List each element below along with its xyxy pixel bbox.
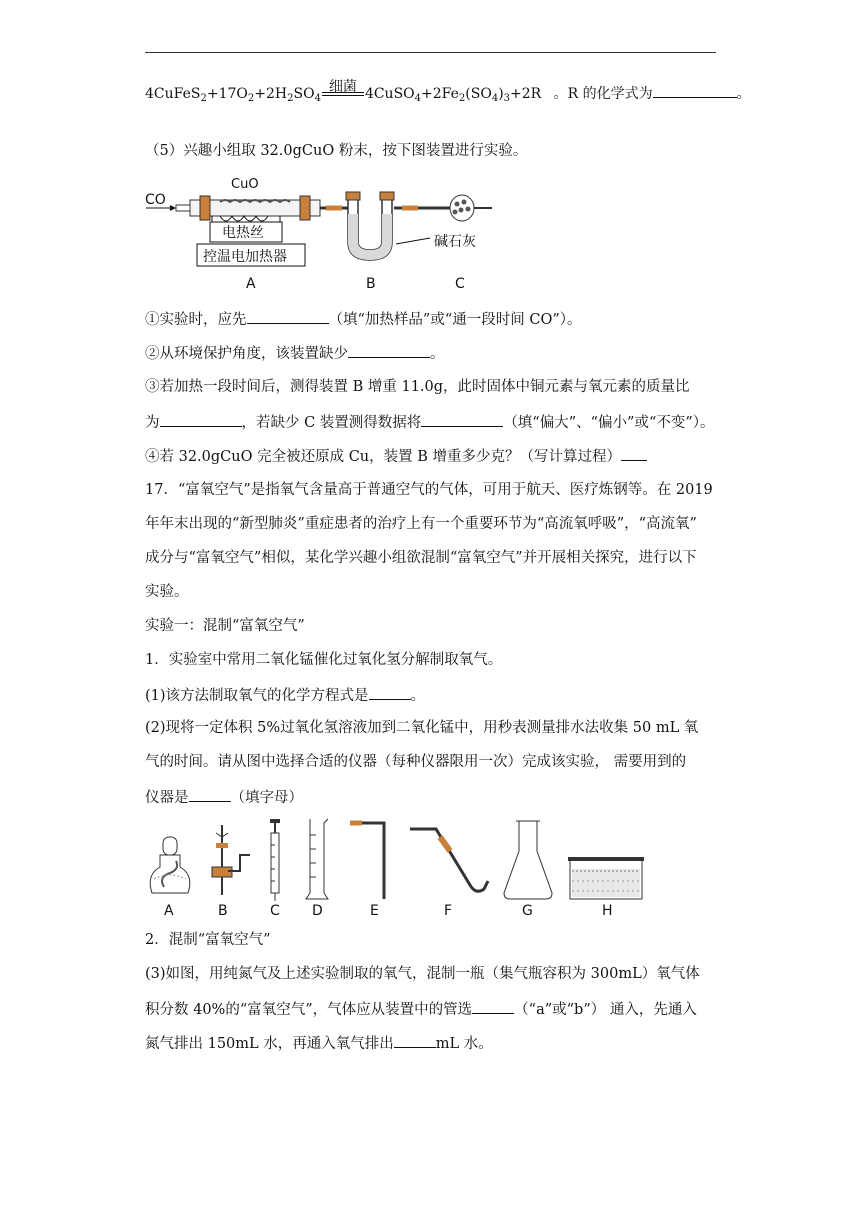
answer-blank[interactable] bbox=[247, 308, 329, 324]
q17-item2: 2．混制“富氧空气” bbox=[145, 932, 271, 948]
q17-para-line1: 17．“富氧空气”是指氧气含量高于普通空气的气体，可用于航天、医疗炼钢等。在 2019 bbox=[145, 482, 713, 498]
soda-lime-label: 碱石灰 bbox=[434, 234, 476, 250]
reaction-condition: 细菌 bbox=[328, 79, 357, 95]
eq-term: +2Fe bbox=[421, 86, 459, 102]
apparatus-label-d: D bbox=[312, 903, 323, 919]
heater-wire-label: 电热丝 bbox=[222, 225, 264, 241]
chemical-equation: $4CuFeS_2+17O_2+2H_2SO_4$ 细菌 $4CuSO_4+2Fe_2(SO_4)_3+2R$ 。R 的化学式为 。 bbox=[145, 82, 751, 104]
eq-term: +2R bbox=[510, 86, 542, 102]
q17-exp1-heading: 实验一：混制“富氧空气” bbox=[145, 618, 305, 634]
q17-para-line2: 年年末出现的“新型肺炎”重症患者的治疗上有一个重要环节为“高流氧呼吸”，“高流氧” bbox=[145, 516, 697, 532]
answer-blank[interactable] bbox=[160, 411, 242, 427]
eq-term: ) bbox=[498, 86, 504, 102]
apparatus-b-icon bbox=[212, 825, 250, 895]
answer-blank[interactable] bbox=[348, 342, 430, 358]
apparatus-e-icon bbox=[350, 823, 384, 899]
q5-intro: （5）兴趣小组取 32.0gCuO 粉末，按下图装置进行实验。 bbox=[145, 143, 528, 159]
apparatus-label-c: C bbox=[270, 903, 280, 919]
answer-blank[interactable] bbox=[189, 786, 231, 802]
answer-blank[interactable] bbox=[472, 998, 514, 1014]
eq-term: (SO bbox=[465, 86, 492, 102]
controller-label: 控温电加热器 bbox=[203, 249, 287, 265]
co-label: CO bbox=[145, 192, 166, 208]
fig-label-a: A bbox=[246, 276, 256, 292]
apparatus-g-icon bbox=[504, 821, 552, 899]
eq-sub: 2 bbox=[458, 93, 466, 104]
eq-sub: 4 bbox=[491, 93, 499, 104]
cuo-label: CuO bbox=[231, 177, 259, 192]
eq-term: 4CuSO bbox=[364, 86, 415, 102]
fig-label-c: C bbox=[455, 276, 465, 292]
eq-term: +2H bbox=[254, 86, 288, 102]
q5-step4: ④若 32.0gCuO 完全被还原成 Cu，装置 B 增重多少克？（写计算过程） bbox=[145, 445, 647, 467]
eq-sub: 4 bbox=[414, 93, 422, 104]
fig-label-b: B bbox=[366, 276, 376, 292]
answer-blank[interactable] bbox=[653, 82, 737, 98]
q17-sub3-line2: 积分数 40%的“富氧空气”，气体应从装置中的管选 （“a”或“b”） 通入，先通入 bbox=[145, 998, 697, 1020]
q17-sub1: (1)该方法制取氧气的化学方程式是 。 bbox=[145, 684, 425, 706]
apparatus-h-icon bbox=[568, 857, 644, 899]
q17-sub2-line1: (2)现将一定体积 5%过氧化氢溶液加到二氧化锰中，用秒表测量排水法收集 50 mL 氧 bbox=[145, 720, 699, 736]
answer-blank[interactable] bbox=[421, 411, 503, 427]
eq-sub: 2 bbox=[287, 93, 294, 104]
q17-sub2-line2: 气的时间。请从图中选择合适的仪器（每种仪器限用一次）完成该实验， 需要用到的 bbox=[145, 754, 687, 770]
q5-step3-line1: ③若加热一段时间后，测得装置 B 增重 11.0g，此时固体中铜元素与氧元素的质量比 bbox=[145, 379, 690, 395]
q17-sub3-line3: 氮气排出 150mL 水，再通入氧气排出 mL 水。 bbox=[145, 1032, 493, 1054]
eq-question: 。R 的化学式为 bbox=[553, 86, 653, 102]
answer-blank[interactable] bbox=[621, 445, 647, 461]
eq-term: 4CuFeS bbox=[145, 86, 201, 102]
apparatus-a-icon bbox=[150, 837, 190, 893]
q17-sub2-line3: 仪器是 （填字母） bbox=[145, 786, 303, 808]
apparatus-label-h: H bbox=[602, 903, 613, 919]
eq-term: SO bbox=[293, 86, 315, 102]
apparatus-d-icon bbox=[306, 819, 328, 899]
answer-blank[interactable] bbox=[369, 684, 411, 700]
q5-step3-line2: 为 ，若缺少 C 装置测得数据将 （填“偏大”、“偏小”或“不变”）。 bbox=[145, 411, 715, 433]
eq-term: +17O bbox=[206, 86, 248, 102]
answer-blank[interactable] bbox=[394, 1032, 436, 1048]
apparatus-c-icon bbox=[270, 819, 280, 901]
apparatus-label-a: A bbox=[164, 903, 174, 919]
q17-para-line4: 实验。 bbox=[145, 584, 189, 600]
q5-step2: ②从环境保护角度，该装置缺少 。 bbox=[145, 342, 445, 364]
apparatus-label-e: E bbox=[370, 903, 379, 919]
q17-sub3-line1: (3)如图，用纯氮气及上述实验制取的氧气，混制一瓶（集气瓶容积为 300mL）氧气体 bbox=[145, 966, 700, 982]
q17-para-line3: 成分与“富氧空气”相似，某化学兴趣小组欲混制“富氧空气”并开展相关探究，进行以下 bbox=[145, 550, 697, 566]
eq-sub: 2 bbox=[200, 93, 207, 104]
header-rule bbox=[145, 52, 716, 53]
apparatus-f-icon bbox=[410, 829, 488, 891]
q5-step1: ①实验时，应先 （填“加热样品”或“通一段时间 CO”）。 bbox=[145, 308, 582, 330]
q17-item1: 1．实验室中常用二氧化锰催化过氧化氢分解制取氧气。 bbox=[145, 652, 503, 668]
apparatus-label-g: G bbox=[522, 903, 533, 919]
co-reduction-apparatus-figure bbox=[140, 172, 500, 294]
eq-sub: 4 bbox=[314, 93, 321, 104]
lab-apparatus-figure bbox=[140, 815, 660, 923]
apparatus-label-f: F bbox=[444, 903, 453, 919]
apparatus-label-b: B bbox=[218, 903, 228, 919]
eq-sub: 3 bbox=[503, 93, 511, 104]
eq-sub: 2 bbox=[247, 93, 255, 104]
